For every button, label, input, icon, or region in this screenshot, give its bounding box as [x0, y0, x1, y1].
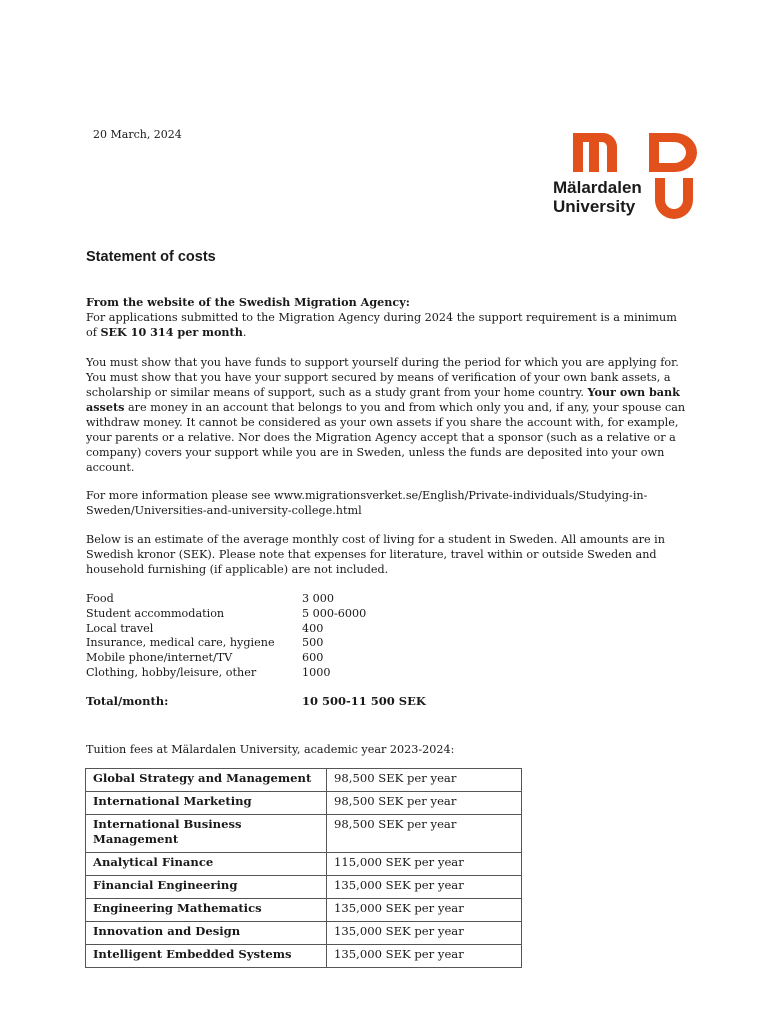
cost-value: 3 000: [302, 592, 335, 605]
program-fee: 98,500 SEK per year: [327, 792, 522, 815]
table-row: [86, 769, 522, 792]
cost-value: 600: [302, 651, 324, 665]
cost-row: [86, 666, 366, 681]
estimate-paragraph: Below is an estimate of the average monthly cost of living for a student in Sweden. All amounts are in Swedish kronor (SEK). Please note that expenses for literature, travel within or outside Sweden and household furnishing (if applicable) are not included.: [86, 533, 665, 576]
program-name: Engineering Mathematics: [86, 899, 327, 922]
agency-section: [86, 295, 686, 340]
cost-label: Food: [86, 592, 114, 605]
mdu-logo: [553, 128, 713, 228]
table-row: [86, 876, 522, 899]
table-row: [86, 922, 522, 945]
program-fee: 98,500 SEK per year: [327, 769, 522, 792]
funds-text: You must show that you have funds to support yourself during the period for which you are applying for. You must show that you have your support secured by means of verification of your own bank assets, a scholarship or similar means of support, such as a study grant from your home country.: [86, 356, 679, 399]
program-fee: 135,000 SEK per year: [327, 876, 522, 899]
cost-row: [86, 651, 366, 666]
total-label: Total/month:: [86, 694, 169, 708]
cost-label: Insurance, medical care, hygiene: [86, 636, 275, 650]
tuition-heading: Tuition fees at Mälardalen University, academic year 2023-2024:: [86, 743, 455, 756]
logo-line-1: Mälardalen: [553, 178, 642, 197]
more-info-paragraph: For more information please see www.migrationsverket.se/English/Private-individuals/Studying-in-Sweden/Universities-and-university-college.html: [86, 489, 648, 517]
agency-text-end: .: [242, 326, 247, 339]
total-row: [86, 694, 426, 708]
support-amount: SEK 10 314 per month: [100, 325, 243, 339]
table-row: [86, 815, 522, 853]
table-row: [86, 853, 522, 876]
cost-value: 400: [302, 621, 324, 635]
table-row: [86, 945, 522, 968]
funds-text-2: are money in an account that belongs to you and from which only you and, if any, your spouse can withdraw money. It cannot be considered as your own assets if you share the account with, for example, your parents or a relative. Nor does the Migration Agency accept that a sponsor (such as a relative or a company) covers your support while you are in Sweden, unless the funds are deposited into your own account.: [86, 401, 686, 474]
program-fee: 135,000 SEK per year: [327, 945, 522, 968]
program-fee: 135,000 SEK per year: [327, 922, 522, 945]
cost-value: 500: [302, 636, 324, 650]
cost-row: [86, 622, 366, 637]
cost-row: [86, 592, 366, 607]
agency-requirement: [86, 310, 686, 340]
program-name: Financial Engineering: [86, 876, 327, 899]
letter-date: 20 March, 2024: [93, 128, 182, 141]
program-fee: 98,500 SEK per year: [327, 815, 522, 853]
cost-label: Local travel: [86, 621, 154, 635]
program-fee: 115,000 SEK per year: [327, 853, 522, 876]
program-name: International Marketing: [86, 792, 327, 815]
program-name: Intelligent Embedded Systems: [86, 945, 327, 968]
funds-paragraph: [86, 355, 686, 475]
program-name: Global Strategy and Management: [86, 769, 327, 792]
table-row: [86, 792, 522, 815]
cost-label: Clothing, hobby/leisure, other: [86, 665, 257, 679]
program-name: Analytical Finance: [86, 853, 327, 876]
funds-bold: Your own bank assets: [86, 385, 680, 414]
cost-row: [86, 636, 366, 651]
program-name: Innovation and Design: [86, 922, 327, 945]
cost-value: 1000: [302, 665, 331, 679]
agency-heading: From the website of the Swedish Migration Agency:: [86, 295, 410, 309]
total-value: 10 500-11 500 SEK: [302, 694, 426, 708]
cost-value: 5 000-6000: [302, 606, 367, 620]
cost-list: [86, 592, 366, 681]
program-fee: 135,000 SEK per year: [327, 899, 522, 922]
cost-row: [86, 607, 366, 622]
agency-text: For applications submitted to the Migration Agency during 2024 the support requirement is a minimum of: [86, 311, 677, 339]
cost-label: Mobile phone/internet/TV: [86, 651, 233, 665]
logo-line-2: University: [553, 197, 636, 216]
document-title: Statement of costs: [86, 249, 216, 265]
cost-label: Student accommodation: [86, 606, 225, 620]
program-name: International Business Management: [86, 815, 327, 853]
table-row: [86, 899, 522, 922]
tuition-table: [85, 768, 522, 968]
